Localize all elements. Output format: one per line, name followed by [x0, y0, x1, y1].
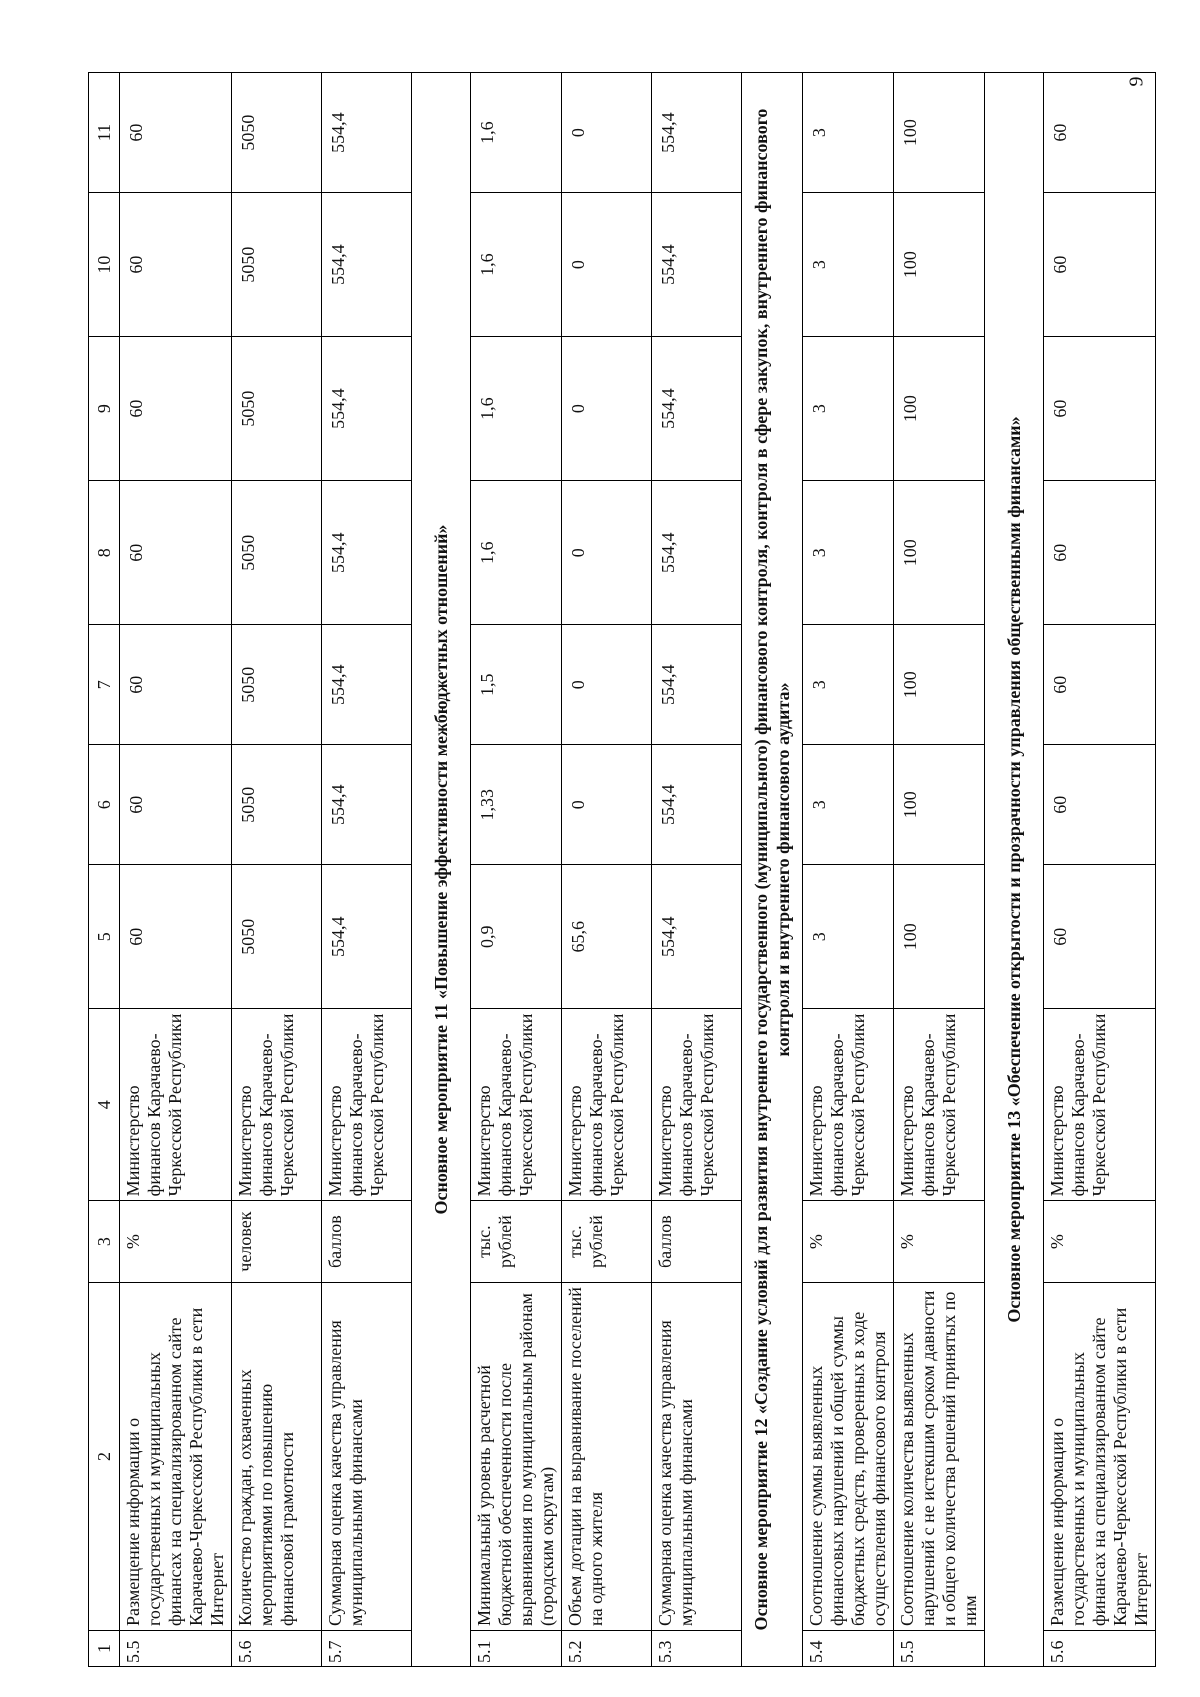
section-heading-row — [742, 73, 803, 1667]
page-number: 9 — [1125, 76, 1148, 87]
indicator-value: 100 — [894, 193, 985, 337]
table-row — [803, 73, 894, 1667]
indicator-value: 3 — [803, 625, 894, 745]
indicator-value: 554,4 — [322, 745, 412, 865]
row-number: 5.5 — [120, 1631, 232, 1667]
executor: Министерство финансов Карачаево-Черкесской Республики — [1044, 1009, 1156, 1201]
column-header: 11 — [89, 73, 120, 193]
column-header: 2 — [89, 1282, 120, 1630]
section-heading: Основное мероприятие 12 «Создание условий для развития внутреннего государственного (муниципального) финансового контроля, контроля в сфере закупок, внутреннего финансового контроля и внутреннего финансового аудита» — [742, 73, 803, 1667]
indicator-value: 554,4 — [652, 865, 742, 1009]
indicator-name: Суммарная оценка качества управления муниципальными финансами — [652, 1282, 742, 1630]
indicator-value: 60 — [1044, 745, 1156, 865]
indicator-value: 1,5 — [471, 625, 562, 745]
indicator-name: Минимальный уровень расчетной бюджетной обеспеченности после выравнивания по муниципальным районам (городским округам) — [471, 1282, 562, 1630]
row-number: 5.6 — [232, 1631, 322, 1667]
indicator-value: 60 — [1044, 73, 1156, 193]
row-number: 5.1 — [471, 1631, 562, 1667]
indicator-value: 554,4 — [322, 625, 412, 745]
indicator-value: 1,6 — [471, 481, 562, 625]
row-number: 5.7 — [322, 1631, 412, 1667]
executor: Министерство финансов Карачаево-Черкесской Республики — [232, 1009, 322, 1201]
indicator-value: 554,4 — [322, 73, 412, 193]
table-row — [652, 73, 742, 1667]
indicator-value: 5050 — [232, 193, 322, 337]
table-row — [1044, 73, 1156, 1667]
row-number: 5.5 — [894, 1631, 985, 1667]
indicator-value: 3 — [803, 73, 894, 193]
header-row — [89, 73, 120, 1667]
indicator-value: 100 — [894, 481, 985, 625]
table-row — [232, 73, 322, 1667]
executor: Министерство финансов Карачаево-Черкесской Республики — [120, 1009, 232, 1201]
executor: Министерство финансов Карачаево-Черкесской Республики — [894, 1009, 985, 1201]
indicator-value: 1,6 — [471, 193, 562, 337]
indicator-value: 60 — [1044, 865, 1156, 1009]
indicator-value: 65,6 — [562, 865, 652, 1009]
indicator-name: Соотношение суммы выявленных финансовых нарушений и общей суммы бюджетных средств, проверенных в ходе осуществления финансового контроля — [803, 1282, 894, 1630]
unit-of-measure: % — [803, 1201, 894, 1283]
indicator-value: 60 — [120, 625, 232, 745]
column-header: 10 — [89, 193, 120, 337]
indicator-value: 5050 — [232, 73, 322, 193]
indicator-value: 554,4 — [322, 481, 412, 625]
section-heading: Основное мероприятие 13 «Обеспечение открытости и прозрачности управления общественными финансами» — [985, 73, 1044, 1667]
unit-of-measure: тыс. рублей — [471, 1201, 562, 1283]
table-row — [471, 73, 562, 1667]
indicator-value: 554,4 — [322, 865, 412, 1009]
indicator-value: 60 — [120, 481, 232, 625]
unit-of-measure: тыс. рублей — [562, 1201, 652, 1283]
indicator-value: 554,4 — [322, 337, 412, 481]
table-row — [120, 73, 232, 1667]
table-row — [322, 73, 412, 1667]
indicator-value: 100 — [894, 745, 985, 865]
executor: Министерство финансов Карачаево-Черкесской Республики — [652, 1009, 742, 1201]
indicator-name: Размещение информации о государственных и муниципальных финансах на специализированном сайте Карачаево-Черкесской Республики в сети Интернет — [120, 1282, 232, 1630]
indicator-value: 100 — [894, 625, 985, 745]
indicator-value: 60 — [1044, 481, 1156, 625]
unit-of-measure: % — [1044, 1201, 1156, 1283]
indicator-value: 60 — [120, 73, 232, 193]
indicator-value: 3 — [803, 193, 894, 337]
executor: Министерство финансов Карачаево-Черкесской Республики — [562, 1009, 652, 1201]
executor: Министерство финансов Карачаево-Черкесской Республики — [322, 1009, 412, 1201]
executor: Министерство финансов Карачаево-Черкесской Республики — [471, 1009, 562, 1201]
unit-of-measure: % — [894, 1201, 985, 1283]
indicator-name: Количество граждан, охваченных мероприятиями по повышению финансовой грамотности — [232, 1282, 322, 1630]
indicator-name: Размещение информации о государственных и муниципальных финансах на специализированном сайте Карачаево-Черкесской Республики в сети Интернет — [1044, 1282, 1156, 1630]
indicator-value: 554,4 — [652, 337, 742, 481]
indicator-value: 100 — [894, 337, 985, 481]
indicator-value: 5050 — [232, 481, 322, 625]
indicator-value: 60 — [1044, 337, 1156, 481]
indicator-value: 60 — [120, 193, 232, 337]
indicator-value: 1,6 — [471, 337, 562, 481]
indicator-value: 0 — [562, 193, 652, 337]
indicators-table — [88, 72, 1156, 1667]
indicator-value: 5050 — [232, 337, 322, 481]
indicator-value: 0 — [562, 337, 652, 481]
section-heading-row — [985, 73, 1044, 1667]
indicator-value: 5050 — [232, 865, 322, 1009]
indicator-value: 0 — [562, 625, 652, 745]
indicator-value: 100 — [894, 73, 985, 193]
column-header: 4 — [89, 1009, 120, 1201]
section-heading-row — [412, 73, 471, 1667]
indicator-value: 554,4 — [652, 625, 742, 745]
indicator-value: 554,4 — [652, 193, 742, 337]
indicator-value: 554,4 — [322, 193, 412, 337]
indicator-value: 3 — [803, 745, 894, 865]
indicator-name: Соотношение количества выявленных нарушений с не истекшим сроком давности и общего количества решений принятых по ним — [894, 1282, 985, 1630]
table-body — [120, 73, 1156, 1667]
indicator-value: 0 — [562, 73, 652, 193]
indicator-value: 5050 — [232, 745, 322, 865]
executor: Министерство финансов Карачаево-Черкесской Республики — [803, 1009, 894, 1201]
indicator-value: 100 — [894, 865, 985, 1009]
unit-of-measure: баллов — [322, 1201, 412, 1283]
indicator-value: 554,4 — [652, 73, 742, 193]
table-row — [894, 73, 985, 1667]
row-number: 5.2 — [562, 1631, 652, 1667]
row-number: 5.6 — [1044, 1631, 1156, 1667]
column-header: 1 — [89, 1631, 120, 1667]
indicator-value: 3 — [803, 481, 894, 625]
column-header: 5 — [89, 865, 120, 1009]
row-number: 5.4 — [803, 1631, 894, 1667]
indicator-value: 60 — [1044, 625, 1156, 745]
column-header: 3 — [89, 1201, 120, 1283]
rotated-sheet — [88, 72, 1151, 1667]
indicator-value: 0,9 — [471, 865, 562, 1009]
column-header: 9 — [89, 337, 120, 481]
unit-of-measure: баллов — [652, 1201, 742, 1283]
indicator-value: 0 — [562, 481, 652, 625]
unit-of-measure: человек — [232, 1201, 322, 1283]
unit-of-measure: % — [120, 1201, 232, 1283]
indicator-value: 60 — [1044, 193, 1156, 337]
indicator-value: 0 — [562, 745, 652, 865]
indicator-value: 1,33 — [471, 745, 562, 865]
indicator-value: 554,4 — [652, 481, 742, 625]
indicator-value: 60 — [120, 745, 232, 865]
table-row — [562, 73, 652, 1667]
indicator-value: 3 — [803, 865, 894, 1009]
indicator-name: Суммарная оценка качества управления муниципальными финансами — [322, 1282, 412, 1630]
indicator-value: 1,6 — [471, 73, 562, 193]
indicator-name: Объем дотации на выравнивание поселений на одного жителя — [562, 1282, 652, 1630]
indicator-value: 3 — [803, 337, 894, 481]
indicator-value: 5050 — [232, 625, 322, 745]
indicator-value: 60 — [120, 337, 232, 481]
column-header: 6 — [89, 745, 120, 865]
column-header: 7 — [89, 625, 120, 745]
indicator-value: 554,4 — [652, 745, 742, 865]
column-header: 8 — [89, 481, 120, 625]
row-number: 5.3 — [652, 1631, 742, 1667]
section-heading: Основное мероприятие 11 «Повышение эффективности межбюджетных отношений» — [412, 73, 471, 1667]
indicator-value: 60 — [120, 865, 232, 1009]
